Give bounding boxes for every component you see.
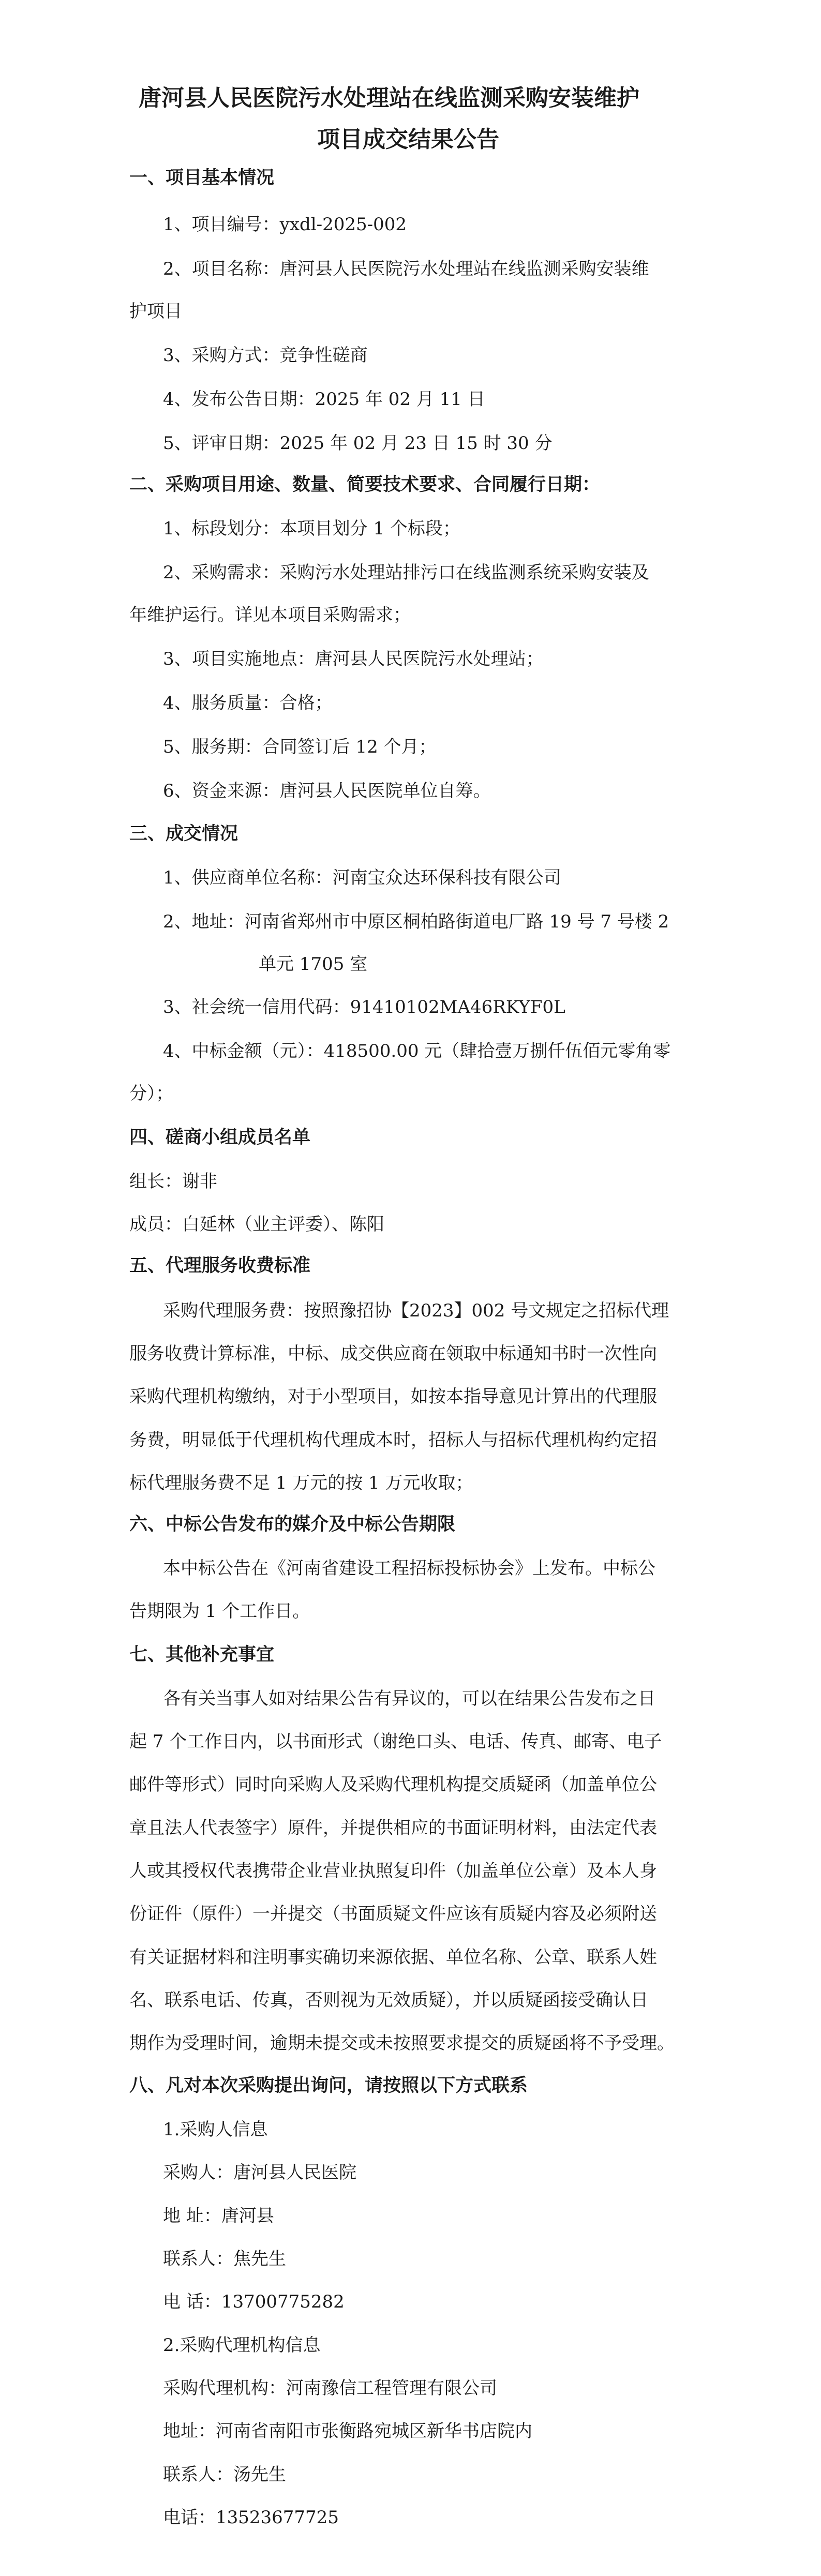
s4-leader: 组长：谢非: [129, 1171, 217, 1192]
s5-line-2: 服务收费计算标准，中标、成交供应商在领取中标通知书时一次性向: [129, 1343, 657, 1364]
s5-line-5: 标代理服务费不足 1 万元的按 1 万元收取；: [129, 1473, 473, 1493]
section-8-heading: 八、凡对本次采购提出询问，请按照以下方式联系: [129, 2075, 528, 2096]
s8-purchaser-contact: 联系人：焦先生: [163, 2249, 286, 2269]
s1-item-5: 5、评审日期：2025 年 02 月 23 日 15 时 30 分: [163, 433, 553, 454]
s2-item-5: 5、服务期：合同签订后 12 个月；: [163, 737, 437, 757]
s4-members: 成员：白延林（业主评委）、陈阳: [129, 1214, 384, 1235]
s7-line-9: 期作为受理时间，逾期未提交或未按照要求提交的质疑函将不予受理。: [129, 2033, 675, 2054]
s7-line-4: 章且法人代表签字）原件，并提供相应的书面证明材料，由法定代表: [129, 1818, 657, 1838]
s6-line-2: 告期限为 1 个工作日。: [129, 1601, 310, 1622]
s3-item-2-cont: 单元 1705 室: [259, 954, 368, 975]
s5-line-3: 采购代理机构缴纳，对于小型项目，如按本指导意见计算出的代理服: [129, 1386, 657, 1407]
s5-line-1: 采购代理服务费：按照豫招协【2023】002 号文规定之招标代理: [163, 1300, 669, 1321]
s3-item-1: 1、供应商单位名称：河南宝众达环保科技有限公司: [163, 867, 561, 888]
s7-line-6: 份证件（原件）一并提交（书面质疑文件应该有质疑内容及必须附送: [129, 1904, 657, 1924]
section-4-heading: 四、磋商小组成员名单: [129, 1127, 311, 1148]
title-line-2: 项目成交结果公告: [317, 126, 499, 153]
title-line-1: 唐河县人民医院污水处理站在线监测采购安装维护: [139, 85, 639, 111]
s1-item-1: 1、项目编号：yxdl-2025-002: [163, 214, 407, 235]
s7-line-8: 名、联系电话、传真，否则视为无效质疑），并以质疑函接受确认日: [129, 1990, 648, 2011]
s1-item-2-cont: 护项目: [129, 301, 182, 322]
s2-item-4: 4、服务质量：合格；: [163, 693, 333, 713]
s3-item-3: 3、社会统一信用代码：91410102MA46RKYF0L: [163, 997, 565, 1017]
s2-item-1: 1、标段划分：本项目划分 1 个标段；: [163, 518, 460, 539]
s8-purchaser-heading: 1.采购人信息: [163, 2119, 268, 2140]
s7-line-5: 人或其授权代表携带企业营业执照复印件（加盖单位公章）及本人身: [129, 1861, 657, 1881]
s1-item-2: 2、项目名称：唐河县人民医院污水处理站在线监测采购安装维: [163, 259, 649, 279]
section-6-heading: 六、中标公告发布的媒介及中标公告期限: [129, 1514, 456, 1535]
s2-item-6: 6、资金来源：唐河县人民医院单位自筹。: [163, 781, 491, 801]
s8-purchaser-address: 地 址：唐河县: [163, 2206, 274, 2226]
s6-line-1: 本中标公告在《河南省建设工程招标投标协会》上发布。中标公: [163, 1558, 655, 1579]
section-1-heading: 一、项目基本情况: [129, 167, 275, 188]
s1-item-3: 3、采购方式：竞争性磋商: [163, 345, 368, 366]
s3-item-2: 2、地址：河南省郑州市中原区桐柏路街道电厂路 19 号 7 号楼 2: [163, 911, 669, 932]
s7-line-3: 邮件等形式）同时向采购人及采购代理机构提交质疑函（加盖单位公: [129, 1774, 657, 1795]
s7-line-2: 起 7 个工作日内，以书面形式（谢绝口头、电话、传真、邮寄、电子: [129, 1731, 662, 1752]
s7-line-7: 有关证据材料和注明事实确切来源依据、单位名称、公章、联系人姓: [129, 1947, 657, 1968]
s2-item-2: 2、采购需求：采购污水处理站排污口在线监测系统采购安装及: [163, 562, 649, 583]
section-2-heading: 二、采购项目用途、数量、简要技术要求、合同履行日期：: [129, 474, 601, 495]
s7-line-1: 各有关当事人如对结果公告有异议的，可以在结果公告发布之日: [163, 1688, 655, 1709]
section-7-heading: 七、其他补充事宜: [129, 1644, 275, 1665]
s3-item-4-cont: 分）；: [129, 1083, 173, 1104]
s3-item-4: 4、中标金额（元）：418500.00 元（肆拾壹万捌仟伍佰元零角零: [163, 1041, 671, 1061]
s8-purchaser-name: 采购人：唐河县人民医院: [163, 2162, 356, 2183]
s8-agency-name: 采购代理机构：河南豫信工程管理有限公司: [163, 2378, 497, 2399]
s8-agency-address: 地址：河南省南阳市张衡路宛城区新华书店院内: [163, 2421, 532, 2442]
s8-agency-heading: 2.采购代理机构信息: [163, 2335, 321, 2356]
s2-item-2-cont: 年维护运行。详见本项目采购需求；: [129, 605, 411, 625]
section-3-heading: 三、成交情况: [129, 823, 238, 844]
s8-agency-phone: 电话：13523677725: [163, 2507, 339, 2528]
section-5-heading: 五、代理服务收费标准: [129, 1255, 311, 1276]
s1-item-4: 4、发布公告日期：2025 年 02 月 11 日: [163, 389, 485, 410]
s8-purchaser-phone: 电 话：13700775282: [163, 2292, 345, 2312]
s2-item-3: 3、项目实施地点：唐河县人民医院污水处理站；: [163, 649, 544, 669]
s5-line-4: 务费，明显低于代理机构代理成本时，招标人与招标代理机构约定招: [129, 1430, 657, 1450]
s8-agency-contact: 联系人：汤先生: [163, 2464, 286, 2485]
